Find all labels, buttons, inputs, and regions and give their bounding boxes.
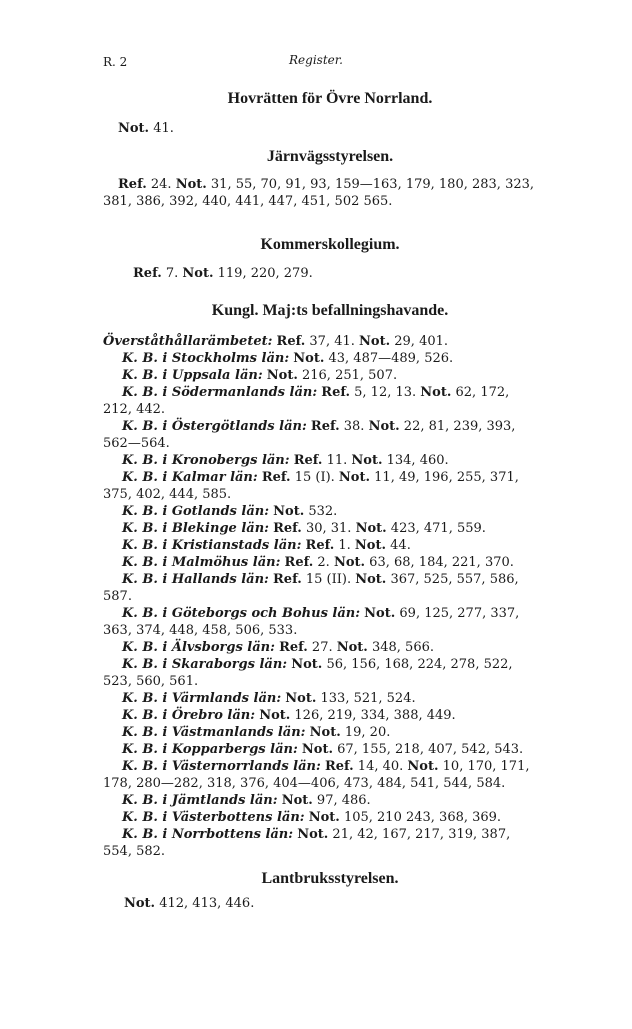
ref-label: Not. <box>407 759 439 774</box>
index-line <box>122 503 337 520</box>
entry-numbers: 105, 210 243, 368, 369. <box>339 810 502 825</box>
ref-label: Ref. <box>276 334 306 349</box>
entry-numbers: 69, 125, 277, 337, <box>395 606 520 621</box>
ref-label: Not. <box>364 606 396 621</box>
index-line <box>122 554 514 571</box>
ref-label: Not. <box>333 555 366 570</box>
section-heading: Lantbruksstyrelsen. <box>261 870 399 887</box>
entry-numbers: 7. <box>161 266 183 281</box>
index-line <box>103 843 165 860</box>
ref-label: Not. <box>420 385 452 400</box>
ref-label: Ref. <box>273 521 302 536</box>
entry-numbers: 375, 402, 444, 585. <box>103 487 232 502</box>
entry-label: K. B. i Blekinge län: <box>122 521 269 536</box>
ref-label: Not. <box>175 177 207 192</box>
entry-numbers: 367, 525, 557, 586, <box>386 572 519 587</box>
ref-label: Not. <box>354 538 387 553</box>
ref-label: Not. <box>297 827 329 842</box>
ref-label: Not. <box>338 470 371 485</box>
index-line <box>122 758 529 775</box>
index-line <box>122 452 449 469</box>
index-line <box>122 418 515 435</box>
index-line <box>103 622 297 639</box>
entry-numbers: 29, 401. <box>390 334 449 349</box>
entry-numbers: 97, 486. <box>312 793 371 808</box>
ref-label: Not. <box>359 334 391 349</box>
entry-numbers: 11, 49, 196, 255, 371, <box>370 470 519 485</box>
entry-label: K. B. i Värmlands län: <box>122 691 282 706</box>
entry-numbers: 15 (II). <box>301 572 356 587</box>
entry-label: Överståthållarämbetet: <box>103 334 273 349</box>
entry-numbers: 30, 31. <box>301 521 356 536</box>
entry-label: K. B. i Stockholms län: <box>122 351 290 366</box>
index-line <box>122 809 501 826</box>
page-label: R. 2 <box>103 55 128 69</box>
entry-numbers: 1. <box>334 538 355 553</box>
index-line <box>124 895 254 912</box>
section-heading: Hovrätten för Övre Norrland. <box>227 90 433 107</box>
ref-label: Not. <box>293 351 325 366</box>
entry-numbers: 31, 55, 70, 91, 93, 159—163, 179, 180, 283, 323, <box>206 177 535 192</box>
index-line <box>122 605 519 622</box>
entry-numbers: 348, 566. <box>367 640 434 655</box>
entry-numbers: 178, 280—282, 318, 376, 404—406, 473, 484, 541, 544, 584. <box>103 776 506 791</box>
index-line <box>133 265 313 282</box>
ref-label: Not. <box>285 691 317 706</box>
ref-label: Not. <box>281 793 313 808</box>
ref-label: Ref. <box>261 470 291 485</box>
index-line <box>122 707 456 724</box>
index-line <box>122 520 486 537</box>
ref-label: Not. <box>273 504 305 519</box>
entry-numbers: 44. <box>386 538 411 553</box>
ref-label: Not. <box>368 419 400 434</box>
index-line <box>118 176 534 193</box>
running-title: Register. <box>289 53 343 67</box>
entry-label: K. B. i Västmanlands län: <box>122 725 306 740</box>
index-line <box>103 435 170 452</box>
entry-label: K. B. i Västernorrlands län: <box>122 759 321 774</box>
index-line <box>103 193 392 210</box>
entry-label: K. B. i Malmöhus län: <box>122 555 281 570</box>
section-heading: Kommerskollegium. <box>260 236 400 253</box>
ref-label: Ref. <box>133 266 162 281</box>
entry-label: K. B. i Örebro län: <box>122 708 256 723</box>
index-line <box>122 741 523 758</box>
entry-numbers: 15 (I). <box>290 470 339 485</box>
entry-label: K. B. i Södermanlands län: <box>122 385 318 400</box>
entry-numbers: 14, 40. <box>353 759 408 774</box>
entry-numbers: 24. <box>146 177 176 192</box>
entry-label: K. B. i Hallands län: <box>122 572 269 587</box>
index-line <box>122 724 390 741</box>
entry-numbers: 133, 521, 524. <box>316 691 416 706</box>
entry-numbers: 119, 220, 279. <box>213 266 313 281</box>
entry-numbers: 27. <box>307 640 337 655</box>
index-line <box>103 673 198 690</box>
section-heading: Kungl. Maj:ts befallningshavande. <box>211 302 449 319</box>
index-line <box>103 775 505 792</box>
entry-numbers: 363, 374, 448, 458, 506, 533. <box>103 623 298 638</box>
entry-label: K. B. i Gotlands län: <box>122 504 269 519</box>
ref-label: Not. <box>351 453 383 468</box>
entry-label: K. B. i Älvsborgs län: <box>122 640 275 655</box>
entry-numbers: 67, 155, 218, 407, 542, 543. <box>332 742 524 757</box>
ref-label: Not. <box>309 725 341 740</box>
entry-label: K. B. i Norrbottens län: <box>122 827 294 842</box>
index-line <box>122 639 434 656</box>
index-line <box>103 486 231 503</box>
index-line <box>122 826 510 843</box>
index-line <box>122 350 453 367</box>
entry-numbers: 587. <box>103 589 132 604</box>
entry-numbers: 56, 156, 168, 224, 278, 522, <box>322 657 513 672</box>
ref-label: Not. <box>355 572 387 587</box>
entry-numbers: 5, 12, 13. <box>350 385 421 400</box>
ref-label: Not. <box>266 368 298 383</box>
index-line <box>122 792 371 809</box>
ref-label: Ref. <box>279 640 308 655</box>
index-line <box>122 656 513 673</box>
ref-label: Not. <box>182 266 214 281</box>
index-line <box>122 690 416 707</box>
ref-label: Not. <box>308 810 340 825</box>
entry-numbers: 562—564. <box>103 436 170 451</box>
entry-numbers: 63, 68, 184, 221, 370. <box>365 555 514 570</box>
entry-numbers: 216, 251, 507. <box>297 368 398 383</box>
entry-label: K. B. i Jämtlands län: <box>122 793 278 808</box>
section-heading: Järnvägsstyrelsen. <box>266 148 394 165</box>
entry-numbers: 554, 582. <box>103 844 166 859</box>
ref-label: Not. <box>291 657 323 672</box>
ref-label: Not. <box>355 521 387 536</box>
entry-label: K. B. i Kronobergs län: <box>122 453 290 468</box>
ref-label: Not. <box>336 640 368 655</box>
entry-numbers: 21, 42, 167, 217, 319, 387, <box>328 827 511 842</box>
entry-label: K. B. i Kopparbergs län: <box>122 742 298 757</box>
entry-numbers: 412, 413, 446. <box>155 896 255 911</box>
index-line <box>122 571 519 588</box>
entry-numbers: 19, 20. <box>340 725 391 740</box>
ref-label: Ref. <box>284 555 314 570</box>
entry-label: K. B. i Göteborgs och Bohus län: <box>122 606 361 621</box>
entry-numbers: 523, 560, 561. <box>103 674 199 689</box>
ref-label: Ref. <box>321 385 350 400</box>
entry-label: K. B. i Östergötlands län: <box>122 419 307 434</box>
ref-label: Ref. <box>273 572 302 587</box>
entry-numbers: 423, 471, 559. <box>386 521 486 536</box>
entry-numbers: 10, 170, 171, <box>438 759 530 774</box>
index-line <box>103 401 165 418</box>
entry-numbers: 38. <box>339 419 369 434</box>
entry-numbers: 532. <box>304 504 338 519</box>
ref-label: Ref. <box>310 419 340 434</box>
entry-label: K. B. i Skaraborgs län: <box>122 657 288 672</box>
ref-label: Ref. <box>293 453 323 468</box>
entry-label: K. B. i Kalmar län: <box>122 470 258 485</box>
index-line <box>118 120 174 137</box>
entry-numbers: 62, 172, <box>451 385 510 400</box>
entry-numbers: 11. <box>322 453 352 468</box>
entry-numbers: 22, 81, 239, 393, <box>399 419 516 434</box>
entry-numbers: 126, 219, 334, 388, 449. <box>290 708 456 723</box>
index-line <box>103 588 132 605</box>
index-line <box>122 469 519 486</box>
ref-label: Ref. <box>118 177 147 192</box>
entry-numbers: 381, 386, 392, 440, 441, 447, 451, 502 565. <box>103 194 393 209</box>
ref-label: Not. <box>301 742 333 757</box>
ref-label: Not. <box>259 708 291 723</box>
entry-numbers: 2. <box>313 555 334 570</box>
ref-label: Not. <box>124 896 156 911</box>
index-line <box>122 367 397 384</box>
ref-label: Not. <box>118 121 150 136</box>
index-line <box>122 384 509 401</box>
entry-numbers: 134, 460. <box>382 453 449 468</box>
index-line <box>122 537 411 554</box>
entry-label: K. B. i Uppsala län: <box>122 368 263 383</box>
entry-numbers: 43, 487—489, 526. <box>324 351 454 366</box>
index-line <box>103 333 448 350</box>
entry-numbers: 37, 41. <box>305 334 360 349</box>
entry-numbers: 212, 442. <box>103 402 166 417</box>
entry-label: K. B. i Västerbottens län: <box>122 810 305 825</box>
entry-numbers: 41. <box>149 121 174 136</box>
ref-label: Ref. <box>305 538 335 553</box>
ref-label: Ref. <box>324 759 354 774</box>
entry-label: K. B. i Kristianstads län: <box>122 538 302 553</box>
